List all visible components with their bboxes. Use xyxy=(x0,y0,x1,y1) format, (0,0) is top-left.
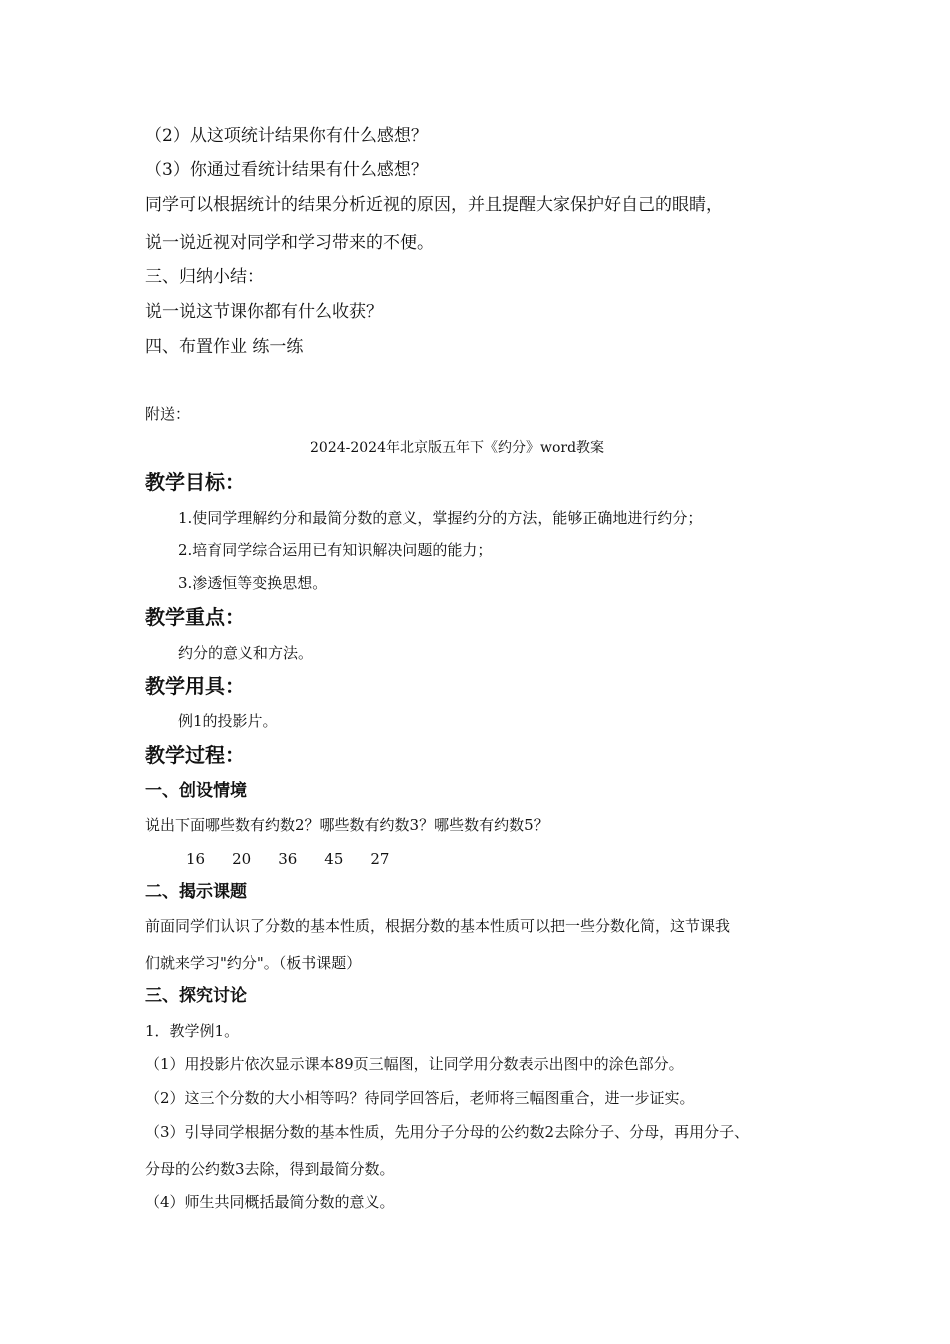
key-points-text: 约分的意义和方法。 xyxy=(178,644,314,662)
document-title: 2024-2024年北京版五年下《约分》word教案 xyxy=(310,440,605,456)
paragraph-line: 说一说近视对同学和学习带来的不便。 xyxy=(145,233,434,253)
paragraph-line: 们就来学习"约分"。（板书课题） xyxy=(145,954,362,972)
step-3-line: 分母的公约数3去除，得到最简分数。 xyxy=(145,1160,395,1178)
summary-text: 说一说这节课你都有什么收获？ xyxy=(145,302,383,322)
section-3-heading: 三、探究讨论 xyxy=(145,986,247,1006)
objective-item: 2.培育同学综合运用已有知识解决问题的能力； xyxy=(178,541,493,559)
tools-heading: 教学用具： xyxy=(145,674,245,698)
objective-item: 1.使同学理解约分和最简分数的意义，掌握约分的方法，能够正确地进行约分； xyxy=(178,509,703,527)
objectives-heading: 教学目标： xyxy=(145,470,245,494)
tools-text: 例1的投影片。 xyxy=(178,712,278,730)
question-2: （2）从这项统计结果你有什么感想？ xyxy=(145,126,428,146)
summary-heading: 三、归纳小结： xyxy=(145,267,264,287)
section-2-heading: 二、揭示课题 xyxy=(145,882,247,902)
homework-heading: 四、布置作业 练一练 xyxy=(145,337,304,357)
process-heading: 教学过程： xyxy=(145,743,245,767)
section-1-question: 说出下面哪些数有约数2？哪些数有约数3？哪些数有约数5？ xyxy=(145,816,549,834)
step-4: （4）师生共同概括最简分数的意义。 xyxy=(145,1193,395,1211)
number-item: 45 xyxy=(324,850,344,868)
step-1: （1）用投影片依次显示课本89页三幅图，让同学用分数表示出图中的涂色部分。 xyxy=(145,1055,684,1073)
objective-item: 3.渗透恒等变换思想。 xyxy=(178,574,328,592)
number-item: 36 xyxy=(278,850,298,868)
section-1-heading: 一、创设情境 xyxy=(145,781,247,801)
paragraph-line: 同学可以根据统计的结果分析近视的原因，并且提醒大家保护好自己的眼睛， xyxy=(145,195,723,215)
step-2: （2）这三个分数的大小相等吗？待同学回答后，老师将三幅图重合，进一步证实。 xyxy=(145,1089,695,1107)
number-item: 27 xyxy=(370,850,390,868)
appendix-label: 附送： xyxy=(145,405,191,423)
example-item: 1．教学例1。 xyxy=(145,1022,240,1040)
number-list xyxy=(186,852,416,867)
paragraph-line: 前面同学们认识了分数的基本性质，根据分数的基本性质可以把一些分数化简，这节课我 xyxy=(145,917,731,935)
key-points-heading: 教学重点： xyxy=(145,605,245,629)
number-item: 20 xyxy=(232,850,252,868)
number-item: 16 xyxy=(186,850,206,868)
question-3: （3）你通过看统计结果有什么感想？ xyxy=(145,160,428,180)
step-3-line: （3）引导同学根据分数的基本性质，先用分子分母的公约数2去除分子、分母，再用分子、 xyxy=(145,1123,750,1141)
